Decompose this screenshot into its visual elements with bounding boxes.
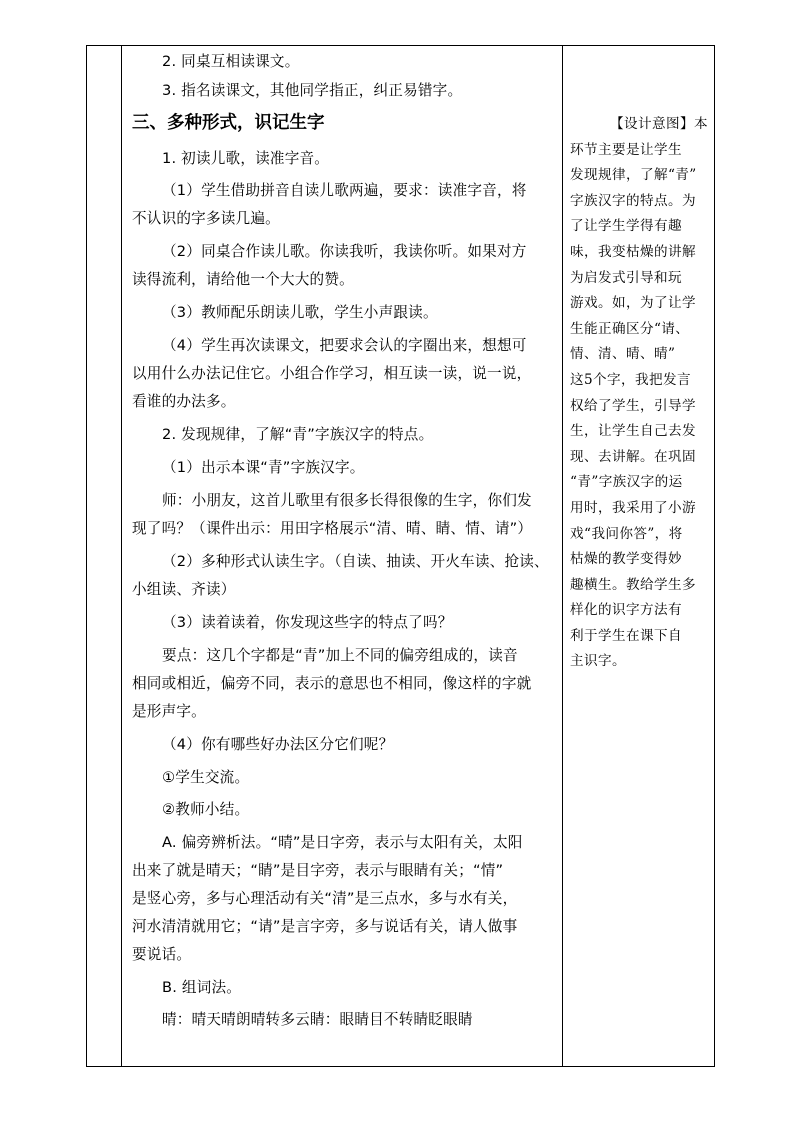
text-line: 以用什么办法记住它。小组合作学习，相互读一读，说一说， (132, 365, 532, 382)
design-intent-line: 样化的识字方法有 (570, 602, 682, 619)
step-1-first-read: 1. 初读儿歌，读准字音。 (162, 150, 330, 167)
design-intent-line: 味，我变枯燥的讲解 (570, 243, 696, 260)
text-line: （3）教师配乐朗读儿歌，学生小声跟读。 (162, 304, 438, 321)
text-line: （1）出示本课“青”字族汉字。 (162, 459, 365, 476)
design-intent-line: 了让学生学得有趣 (570, 218, 682, 235)
text-line: 河水清清就用它；“请”是言字旁，多与说话有关，请人做事 (132, 918, 518, 935)
table-divider-left (121, 45, 122, 1067)
text-line: 要说话。 (132, 946, 192, 963)
design-intent-line: 用时，我采用了小游 (570, 499, 696, 516)
text-line: ①学生交流。 (162, 769, 250, 786)
text-line: 是形声字。 (132, 703, 206, 720)
design-intent-line: 枯燥的教学变得妙 (570, 551, 682, 568)
design-intent-line: 情、清、晴、晴” (570, 346, 676, 363)
text-line: ②教师小结。 (162, 801, 250, 818)
text-line: （1）学生借助拼音自读儿歌两遍，要求：读准字音，将 (162, 182, 527, 199)
design-intent-line: 权给了学生，引导学 (570, 397, 696, 414)
text-line: 是竖心旁，多与心理活动有关“清”是三点水，多与水有关， (132, 890, 518, 907)
text-line: 要点：这几个字都是“青”加上不同的偏旁组成的，读音 (162, 647, 518, 664)
text-line: 晴：晴天晴朗晴转多云睛：眼睛目不转睛眨眼睛 (162, 1011, 473, 1028)
text-line: 现了吗？（课件出示：用田字格展示“清、晴、睛、情、请”） (132, 520, 533, 537)
design-intent-line: 利于学生在课下自 (570, 627, 682, 644)
design-intent-line: 主识字。 (570, 653, 626, 670)
design-intent-line: 现、去讲解。在巩固 (570, 448, 696, 465)
text-line: 读得流利，请给他一个大大的赞。 (132, 271, 354, 288)
step-3-named-reading: 3. 指名读课文，其他同学指正，纠正易错字。 (162, 82, 463, 99)
step-2-find-rule: 2. 发现规律，了解“青”字族汉字的特点。 (162, 426, 434, 443)
design-intent-line: 为启发式引导和玩 (570, 269, 682, 286)
design-intent-note (570, 112, 708, 675)
design-intent-line: 字族汉字的特点。为 (570, 192, 696, 209)
design-intent-line: “青”字族汉字的运 (570, 474, 683, 491)
text-line: 师：小朋友，这首儿歌里有很多长得很像的生字，你们发 (162, 492, 532, 509)
design-intent-line: 游戏。如，为了让学 (570, 295, 696, 312)
text-line: （2）同桌合作读儿歌。你读我听，我读你听。如果对方 (162, 243, 527, 260)
design-intent-line: 这5个字，我把发言 (570, 371, 691, 388)
text-line: A. 偏旁辨析法。“晴”是日字旁，表示与太阳有关，太阳 (162, 834, 523, 851)
text-line: 不认识的字多读几遍。 (132, 210, 280, 227)
text-line: B. 组词法。 (162, 979, 242, 996)
step-2-peer-reading: 2. 同桌互相读课文。 (162, 53, 300, 70)
text-line: （2）多种形式认读生字。（自读、抽读、开火车读、抢读、 (162, 553, 549, 570)
text-line: （4）学生再次读课文，把要求会认的字圈出来，想想可 (162, 337, 527, 354)
text-line: 出来了就是晴天；“睛”是目字旁，表示与眼睛有关；“情” (132, 862, 504, 879)
section-heading: 三、多种形式，识记生字 (132, 113, 325, 133)
design-intent-line: 趣横生。教给学生多 (570, 576, 696, 593)
text-line: 看谁的办法多。 (132, 393, 236, 410)
design-intent-line: 戏“我问你答”，将 (570, 525, 683, 542)
text-line: 小组读、齐读） (132, 581, 236, 598)
design-intent-line: 发现规律，了解“青” (570, 167, 697, 184)
design-intent-line: 生，让学生自己去发 (570, 423, 696, 440)
design-intent-line: 【设计意图】本 (610, 116, 708, 132)
design-intent-line: 环节主要是让学生 (570, 141, 682, 158)
text-line: 相同或相近，偏旁不同，表示的意思也不相同，像这样的字就 (132, 675, 532, 692)
text-line: （4）你有哪些好办法区分它们呢？ (162, 736, 394, 753)
design-intent-line: 生能正确区分“请、 (570, 320, 690, 337)
text-line: （3）读着读着，你发现这些字的特点了吗？ (162, 614, 453, 631)
table-divider-right (562, 45, 563, 1067)
